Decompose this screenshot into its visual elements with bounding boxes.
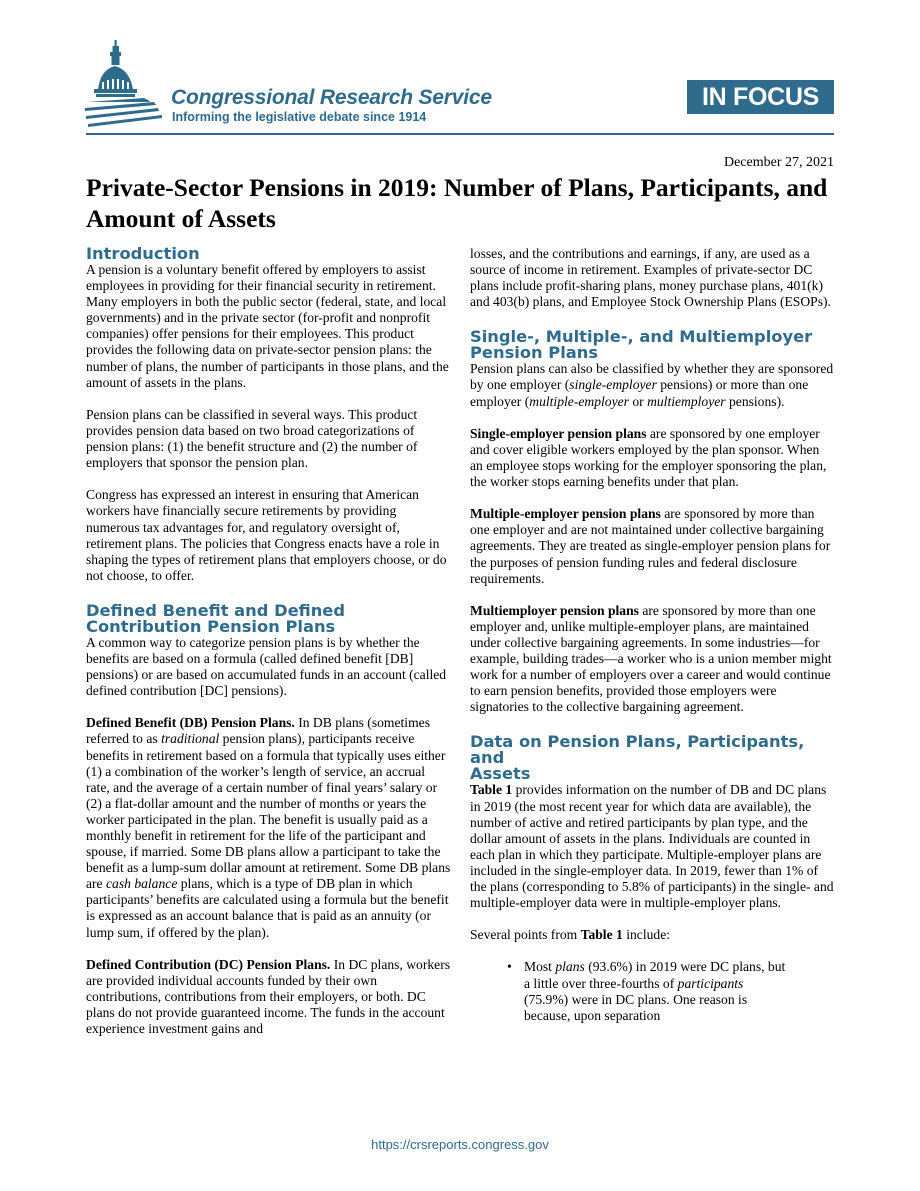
report-title: Private-Sector Pensions in 2019: Number of Plans, Participants, and Amount of Assets <box>86 173 828 233</box>
intro-paragraph-3: Congress has expressed an interest in ensuring that American workers have financially secure retirements by providing numerous tax advantages for, and regulatory oversight of, retirement plans. The policies that Congress enacts have a role in shaping the types of retirement plans that employers choose, or do not choose, to offer. <box>86 487 447 583</box>
db-dc-paragraph: A common way to categorize pension plans is by whether the benefits are based on a formula (called defined benefit [DB] pensions) or are based on accumulated funds in an account (called defined contribution [DC] pensions). <box>86 634 447 699</box>
intro-paragraph-1: A pension is a voluntary benefit offered by employers to assist employees in providing for their financial security in retirement. Many employers in both the public sector (federal, state, and local governments) and in the private sector (for-profit and nonprofit companies) offer pensions for their employees. This product provides the following data on private-sector pension plans: the number of plans, the number of participants in those plans, and the amount of assets in the plans. <box>86 262 449 390</box>
org-tagline: Informing the legislative debate since 1914 <box>172 110 427 124</box>
db-lead: Defined Benefit (DB) Pension Plans. <box>86 715 295 731</box>
header-divider <box>86 133 834 135</box>
dc-lead: Defined Contribution (DC) Pension Plans. <box>86 956 331 972</box>
org-name: Congressional Research Service <box>171 86 492 109</box>
report-date: December 27, 2021 <box>723 155 834 170</box>
left-column <box>86 246 451 1053</box>
points-intro-paragraph: Several points from Table 1 include: <box>470 927 670 943</box>
key-points-list <box>470 959 790 1023</box>
heading-line-1: Defined Benefit and Defined <box>86 600 345 620</box>
section-heading-introduction: Introduction <box>86 244 200 263</box>
capitol-dome-logo-icon <box>84 40 166 130</box>
intro-paragraph-2: Pension plans can be classified in several ways. This product provides pension data based on two broad categorizations of pension plans: (1) the benefit structure and (2) the number of employers that sponsor the pension plan. <box>86 406 418 471</box>
multiple-employer-paragraph: Multiple-employer pension plans are sponsored by more than one employer and are not maintained under collective bargaining agreements. They are treated as single-employer pension plans for the purposes of pension funding rules and federal disclosure requirements. <box>470 506 831 586</box>
footer-url-link[interactable]: https://crsreports.congress.gov <box>371 1137 549 1152</box>
list-item: • Most plans (93.6%) in 2019 were DC plans, but a little over three-fourths of participants (75.9%) were in DC plans. One reason is because, upon separation <box>524 959 790 1023</box>
db-paragraph: Defined Benefit (DB) Pension Plans. In DB plans (sometimes referred to as traditional pension plans), participants receive benefits in retirement based on a formula that typically uses either (1) a combination of the worker’s length of service, an accrual rate, and the average of a certain number of final years’ salary or (2) a flat-dollar amount and the number of months or years the worker participated in the plan. The benefit is usually paid as a monthly benefit in retirement for the life of the participant and spouse, if married. Some DB plans allow a participant to take the benefit as a lump-sum dollar amount at retirement. Some DB plans are cash balance plans, which is a type of DB plan in which participants’ benefits are calculated using a formula but the benefit is expressed as an account balance that is paid as an annuity (or lump sum, if offered by the plan). <box>86 715 451 940</box>
section-heading-db-dc <box>86 600 451 636</box>
multiemployer-paragraph: Multiemployer pension plans are sponsored by more than one employer and, unlike multiple-employer plans, are maintained under collective bargaining agreements. In some industries—for example, building trades—a worker who is a union member might work for a number of employers over a career and would continue to earn pension benefits, provided those employers were signatories to the collective bargaining agreement. <box>470 602 832 715</box>
right-column <box>470 246 835 1024</box>
section-heading-employer-types: Single-, Multiple-, and Multiemployer Pension Plans <box>470 327 813 363</box>
dc-paragraph: Defined Contribution (DC) Pension Plans. In DC plans, workers are provided individual accounts funded by their own contributions, contributions from their employers, or both. DC plans do not provide guaranteed income. The funds in the account experience investment gains and <box>86 956 451 1037</box>
in-focus-badge: IN FOCUS <box>687 80 834 114</box>
section-heading-data: Data on Pension Plans, Participants, and Assets <box>470 732 805 784</box>
report-header <box>0 0 920 140</box>
heading-line-2: Contribution Pension Plans <box>86 616 336 636</box>
dc-continued-paragraph: losses, and the contributions and earnings, if any, are used as a source of income in retirement. Examples of private-sector DC plans include profit-sharing plans, money purchase plans, 401(k) and 403(b) plans, and Employee Stock Ownership Plans (ESOPs). <box>470 246 831 310</box>
single-employer-paragraph: Single-employer pension plans are sponsored by one employer and cover eligible workers employed by the plan sponsor. When an employee stops working for the employer sponsoring the plan, the worker stops earning benefits under that plan. <box>470 425 827 490</box>
data-paragraph: Table 1 provides information on the number of DB and DC plans in 2019 (the most recent year for which data are available), the number of active and retired participants by plan type, and the dollar amount of assets in the plans. Individuals are counted in each plan in which they participate. Multiple-employer plans are included in the single-employer data. In 2019, fewer than 1% of the plans (corresponding to 5.8% of participants) in the single- and multiple-employer data were in multiple-employer plans. <box>470 782 834 911</box>
employer-types-paragraph: Pension plans can also be classified by whether they are sponsored by one employer (single-employer pensions) or more than one employer (multiple-employer or multiemployer pensions). <box>470 361 834 409</box>
